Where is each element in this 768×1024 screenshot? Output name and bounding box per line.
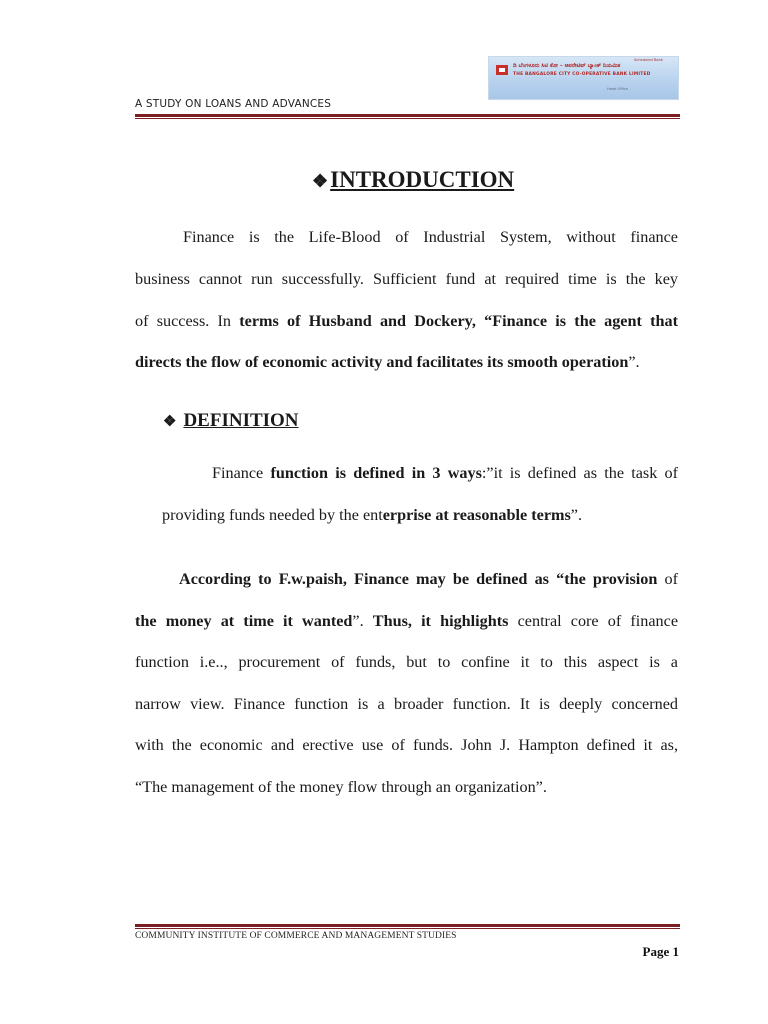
- definition-line-2: providing funds needed by the enterprise at reasonable terms”.: [162, 506, 583, 524]
- footer-rule-thin: [135, 928, 680, 929]
- header-rule-thin: [135, 118, 680, 119]
- paish-line-4: narrow view. Finance function is a broader function. It is deeply concerned: [135, 695, 678, 713]
- header-rule: [135, 114, 680, 117]
- definition-line-1: Finance function is defined in 3 ways:”it is defined as the task of: [212, 464, 678, 482]
- intro-line-1: Finance is the Life-Blood of Industrial System, without finance: [183, 228, 678, 246]
- logo-kannada-name: ದಿ ಬೆಂಗಳೂರು ಸಿಟಿ ಕೋ – ಆಪರೇಟಿವ್ ಬ್ಯಾಂಕ್ ನಿಯಮಿತ: [513, 63, 621, 69]
- paish-line-3: function i.e.., procurement of funds, but to confine it to this aspect is a: [135, 653, 678, 671]
- running-header: A STUDY ON LOANS AND ADVANCES: [135, 98, 332, 110]
- bank-logo: [488, 56, 679, 100]
- diamond-bullet-icon: ❖: [163, 414, 177, 430]
- introduction-heading: [312, 167, 514, 193]
- intro-line-2: business cannot run successfully. Sufficient fund at required time is the key: [135, 270, 678, 288]
- bank-emblem-icon: [496, 65, 508, 75]
- logo-english-name: THE BANGALORE CITY CO-OPERATIVE BANK LIMITED: [513, 72, 651, 77]
- diamond-bullet-icon: ❖: [312, 171, 329, 191]
- logo-subtext: Head Office: [607, 87, 629, 91]
- paish-line-5: with the economic and erective use of funds. John J. Hampton defined it as,: [135, 736, 678, 754]
- intro-line-3: of success. In terms of Husband and Dockery, “Finance is the agent that: [135, 312, 678, 330]
- footer-institute: COMMUNITY INSTITUTE OF COMMERCE AND MANAGEMENT STUDIES: [135, 931, 457, 941]
- definition-heading-text: DEFINITION: [183, 410, 299, 431]
- paish-line-1: According to F.w.paish, Finance may be defined as “the provision of: [179, 570, 679, 588]
- logo-tag: Scheduled Bank: [634, 58, 663, 62]
- footer-rule: [135, 924, 680, 927]
- definition-heading: [163, 410, 299, 432]
- paish-line-2: the money at time it wanted”. Thus, it highlights central core of finance: [135, 612, 679, 630]
- introduction-heading-text: INTRODUCTION: [330, 167, 515, 192]
- paish-line-6: “The management of the money flow through an organization”.: [135, 778, 547, 796]
- intro-line-4: directs the flow of economic activity and facilitates its smooth operation”.: [135, 353, 640, 371]
- page-number: Page 1: [642, 944, 679, 959]
